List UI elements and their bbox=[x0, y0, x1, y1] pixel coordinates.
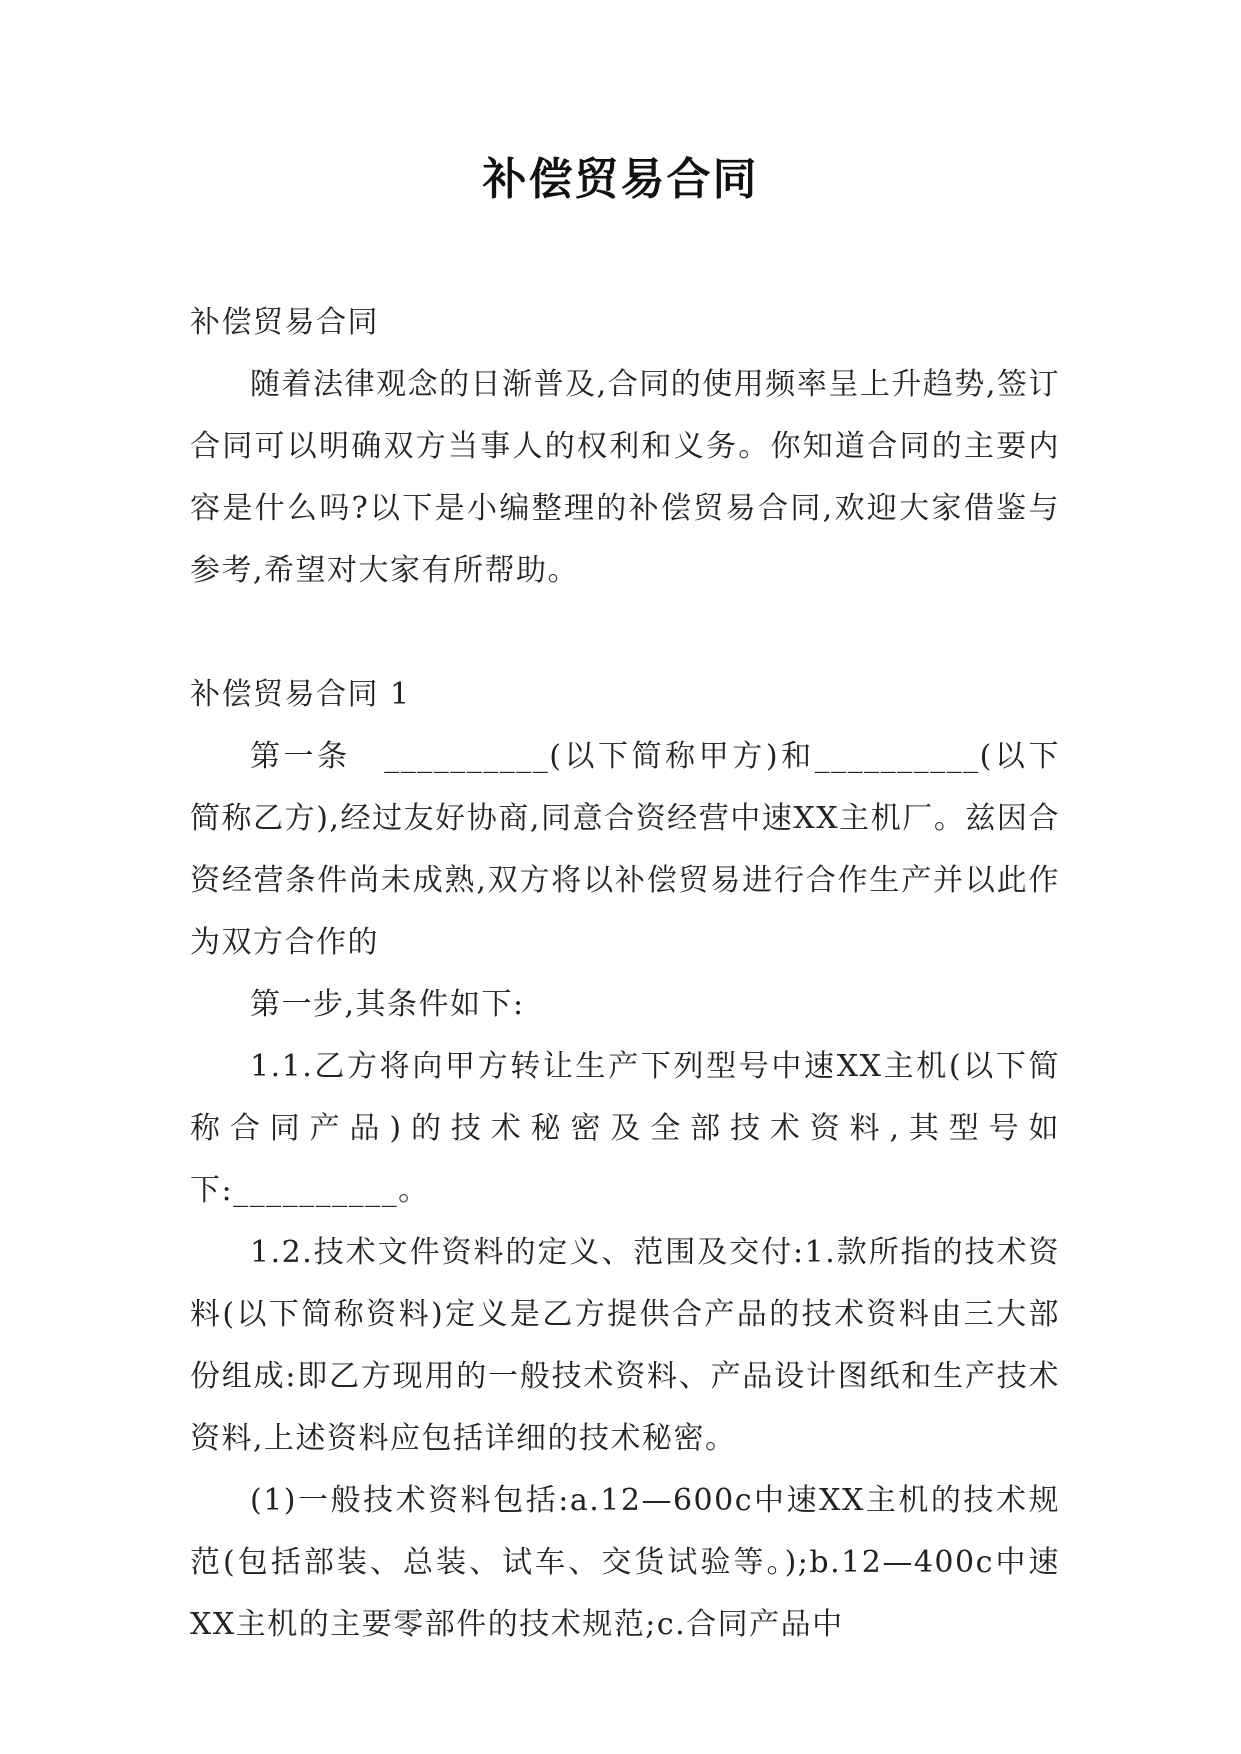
article-1-paragraph: 第一条 __________(以下简称甲方)和__________(以下简称乙方),经过友好协商,同意合资经营中速XX主机厂。兹因合资经营条件尚未成熟,双方将以补偿贸易进行合作生产并以此作为双方合作的 bbox=[190, 739, 1060, 960]
paragraph-spacer bbox=[190, 602, 1060, 664]
document-body bbox=[190, 292, 1060, 1656]
step-1-paragraph: 第一步,其条件如下: bbox=[250, 987, 525, 1022]
general-tech-docs-paragraph: (1)一般技术资料包括:a.12—600c中速XX主机的技术规范(包括部装、总装、试车、交货试验等。);b.12—400c中速XX主机的主要零部件的技术规范;c.合同产品中 bbox=[190, 1483, 1060, 1642]
section-heading: 补偿贸易合同 1 bbox=[190, 677, 411, 712]
clause-1-2-paragraph: 1.2.技术文件资料的定义、范围及交付:1.款所指的技术资料(以下简称资料)定义是乙方提供合产品的技术资料由三大部份组成:即乙方现用的一般技术资料、产品设计图纸和生产技术资料,上述资料应包括详细的技术秘密。 bbox=[190, 1235, 1060, 1456]
clause-1-1-paragraph: 1.1.乙方将向甲方转让生产下列型号中速XX主机(以下简称合同产品)的技术秘密及全部技术资料,其型号如下:__________。 bbox=[190, 1049, 1060, 1208]
document-subtitle: 补偿贸易合同 bbox=[190, 305, 379, 340]
intro-paragraph: 随着法律观念的日渐普及,合同的使用频率呈上升趋势,签订合同可以明确双方当事人的权利和义务。你知道合同的主要内容是什么吗?以下是小编整理的补偿贸易合同,欢迎大家借鉴与参考,希望对大家有所帮助。 bbox=[190, 367, 1060, 588]
document-title: 补偿贸易合同 bbox=[482, 154, 759, 205]
